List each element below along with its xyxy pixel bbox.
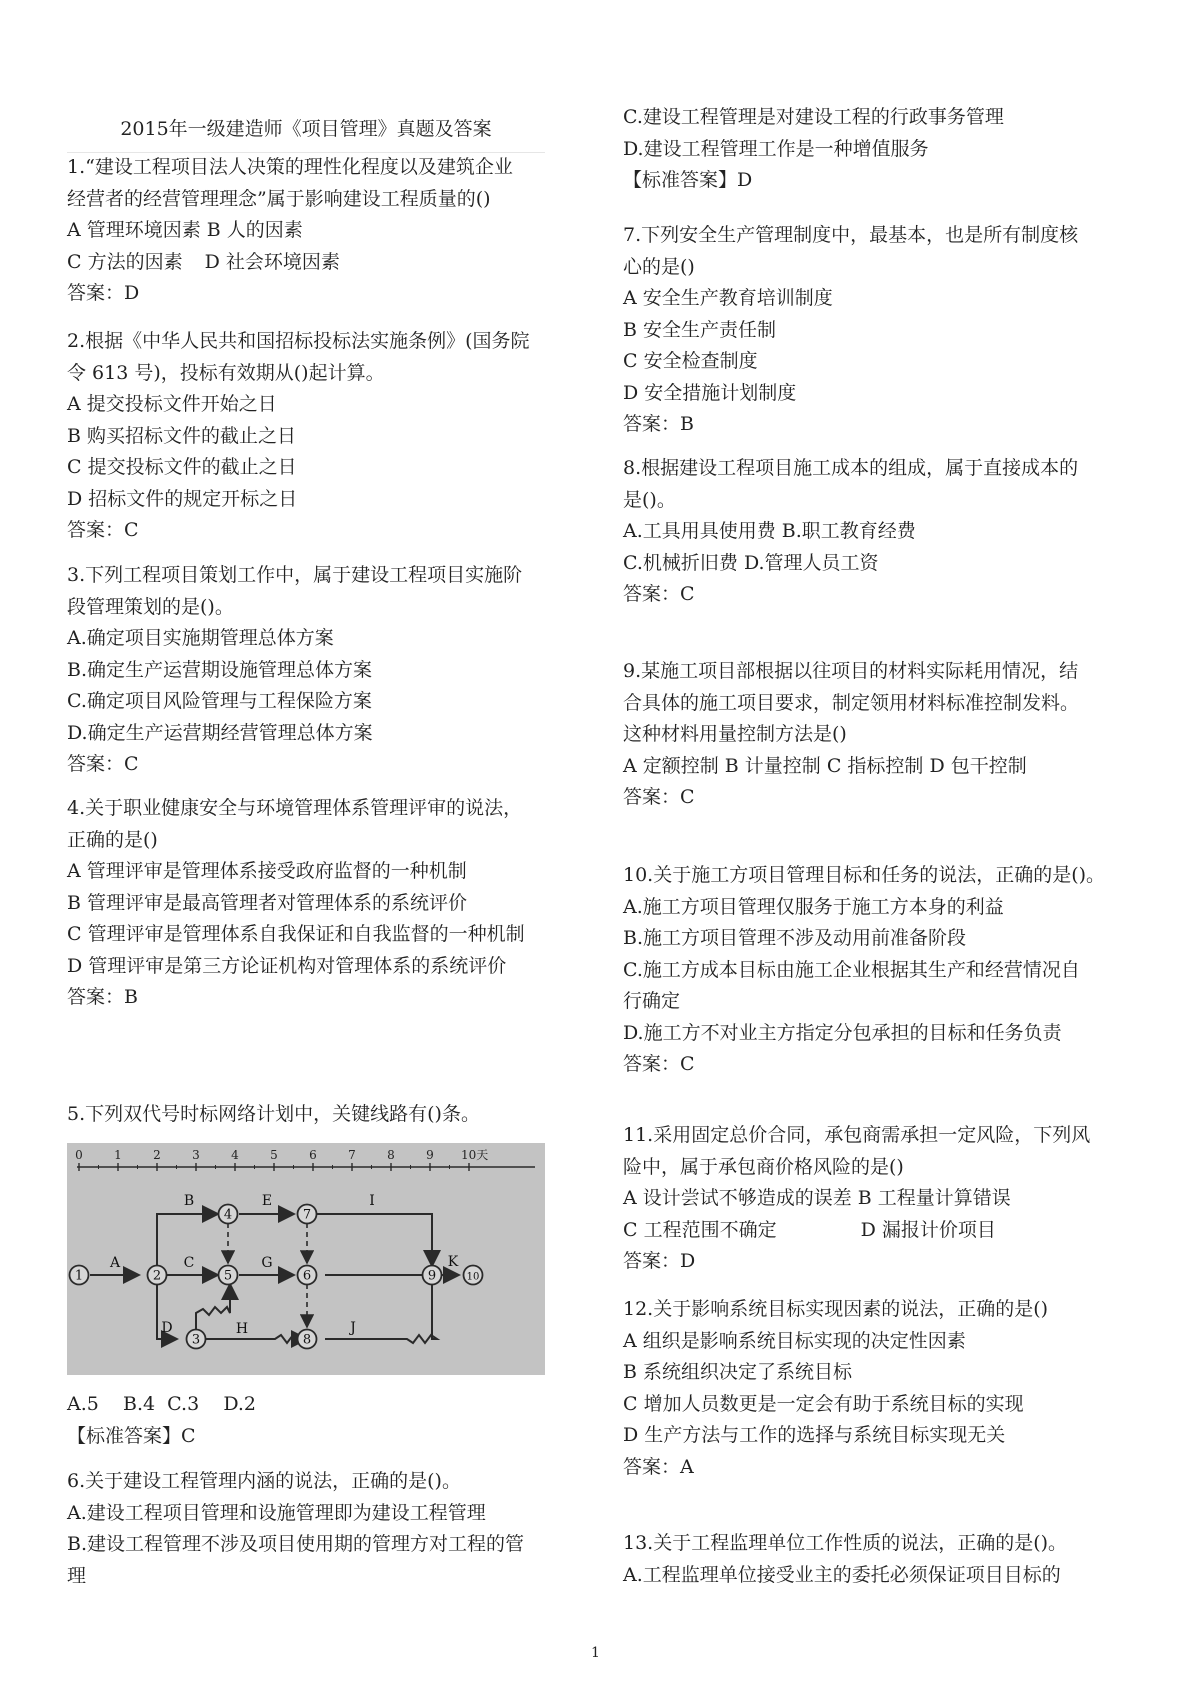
question-6-continued xyxy=(623,102,1004,197)
q7-option-a: A 安全生产教育培训制度 xyxy=(623,287,833,309)
q1-answer: 答案：D xyxy=(67,282,140,304)
q9-answer: 答案：C xyxy=(623,786,695,808)
q1-option-d: D 社会环境因素 xyxy=(204,250,340,273)
q12-option-b: B 系统组织决定了系统目标 xyxy=(623,1361,853,1383)
activity-label: D xyxy=(161,1320,173,1336)
q13-option-a: A.工程监理单位接受业主的委托必须保证项目目标的 xyxy=(623,1563,1061,1586)
q4-answer: 答案：B xyxy=(67,986,138,1008)
q9-stem-line-2: 合具体的施工项目要求，制定领用材料标准控制发料。 xyxy=(623,691,1080,714)
q8-options-cd: C.机械折旧费 D.管理人员工资 xyxy=(623,551,879,574)
time-tick-label: 1 xyxy=(114,1148,122,1162)
q10-option-c-line-2: 行确定 xyxy=(623,990,681,1012)
q3-option-a: A.确定项目实施期管理总体方案 xyxy=(67,627,334,649)
time-tick-label: 9 xyxy=(426,1148,434,1162)
q8-stem-line-2: 是()。 xyxy=(623,488,676,511)
q12-stem: 12.关于影响系统目标实现因素的说法，正确的是() xyxy=(623,1298,1049,1320)
q10-option-c-line-1: C.施工方成本目标由施工企业根据其生产和经营情况自 xyxy=(623,958,1080,981)
q10-stem: 10.关于施工方项目管理目标和任务的说法，正确的是()。 xyxy=(623,864,1106,886)
time-tick-label: 5 xyxy=(270,1148,278,1162)
q6-option-a: A.建设工程项目管理和设施管理即为建设工程管理 xyxy=(67,1501,486,1524)
question-5 xyxy=(67,1099,480,1131)
question-3 xyxy=(67,560,522,781)
q11-answer: 答案：D xyxy=(623,1250,696,1272)
question-5-options xyxy=(67,1389,256,1452)
time-tick-label: 2 xyxy=(153,1148,161,1162)
question-11 xyxy=(623,1120,1090,1278)
activity-label: G xyxy=(261,1255,273,1271)
q5-answer: 【标准答案】C xyxy=(67,1424,196,1447)
node-label: 10 xyxy=(466,1271,480,1283)
q10-option-a: A.施工方项目管理仅服务于施工方本身的利益 xyxy=(623,895,1004,918)
question-13 xyxy=(623,1528,1067,1591)
q9-stem-line-3: 这种材料用量控制方法是() xyxy=(623,723,847,745)
q3-option-c: C.确定项目风险管理与工程保险方案 xyxy=(67,690,372,712)
question-6 xyxy=(67,1466,524,1592)
q3-option-b: B.确定生产运营期设施管理总体方案 xyxy=(67,658,373,681)
q12-answer: 答案：A xyxy=(623,1455,694,1478)
time-tick-label: 0 xyxy=(75,1148,83,1162)
q8-options-ab: A.工具用具使用费 B.职工教育经费 xyxy=(623,520,916,542)
q7-option-c: C 安全检查制度 xyxy=(623,350,758,372)
q5-stem: 5.下列双代号时标网络计划中，关键线路有()条。 xyxy=(67,1103,480,1125)
q12-option-c: C 增加人员数更是一定会有助于系统目标的实现 xyxy=(623,1392,1024,1415)
time-tick-label: 6 xyxy=(309,1148,317,1162)
time-tick-label: 3 xyxy=(192,1148,200,1162)
q10-answer: 答案：C xyxy=(623,1053,695,1075)
q2-stem-line-1: 2.根据《中华人民共和国招标投标法实施条例》(国务院 xyxy=(67,330,530,352)
time-tick-label: 7 xyxy=(348,1148,356,1162)
q10-option-b: B.施工方项目管理不涉及动用前准备阶段 xyxy=(623,927,967,949)
q1-options-cd xyxy=(67,247,513,279)
activity-label: E xyxy=(261,1193,273,1209)
q7-stem-line-1: 7.下列安全生产管理制度中，最基本，也是所有制度核 xyxy=(623,224,1079,246)
q2-option-a: A 提交投标文件开始之日 xyxy=(67,393,277,415)
q4-option-d: D 管理评审是第三方论证机构对管理体系的系统评价 xyxy=(67,954,507,977)
question-4 xyxy=(67,793,525,1014)
question-12 xyxy=(623,1294,1048,1483)
q11-stem-line-2: 险中，属于承包商价格风险的是() xyxy=(623,1155,904,1178)
activity-label: A xyxy=(109,1255,121,1271)
question-1 xyxy=(67,152,513,310)
node-label: 4 xyxy=(223,1207,233,1223)
node-label: 8 xyxy=(302,1332,312,1348)
activity-label: B xyxy=(183,1193,195,1209)
network-diagram xyxy=(67,1143,545,1375)
q5-options: A.5 B.4 C.3 D.2 xyxy=(67,1393,257,1415)
q2-stem-line-2: 令 613 号)，投标有效期从()起计算。 xyxy=(67,361,385,384)
q6-answer: 【标准答案】D xyxy=(623,169,753,191)
activity-label: C xyxy=(183,1255,195,1271)
q4-option-c: C 管理评审是管理体系自我保证和自我监督的一种机制 xyxy=(67,923,525,945)
q11-options-cd xyxy=(623,1215,1090,1247)
q11-option-c: C 工程范围不确定 xyxy=(623,1218,777,1241)
time-tick-label: 10天 xyxy=(461,1148,489,1162)
q3-option-d: D.确定生产运营期经营管理总体方案 xyxy=(67,721,373,744)
q1-stem-line-2: 经营者的经营管理理念”属于影响建设工程质量的() xyxy=(67,187,491,210)
question-7 xyxy=(623,220,1078,441)
node-label: 6 xyxy=(302,1268,312,1284)
q3-answer: 答案：C xyxy=(67,753,139,775)
question-10 xyxy=(623,860,1105,1081)
q10-option-d: D.施工方不对业主方指定分包承担的目标和任务负责 xyxy=(623,1021,1062,1044)
node-label: 1 xyxy=(74,1268,84,1284)
time-tick-label: 4 xyxy=(231,1148,239,1162)
q12-option-a: A 组织是影响系统目标实现的决定性因素 xyxy=(623,1329,966,1352)
q6-option-d: D.建设工程管理工作是一种增值服务 xyxy=(623,137,929,160)
q11-options-ab: A 设计尝试不够造成的误差 B 工程量计算错误 xyxy=(623,1187,1011,1209)
node-label: 9 xyxy=(427,1268,437,1284)
q11-stem-line-1: 11.采用固定总价合同，承包商需承担一定风险，下列风 xyxy=(623,1124,1091,1146)
node-label: 3 xyxy=(191,1332,201,1348)
q2-option-b: B 购买招标文件的截止之日 xyxy=(67,424,297,447)
q8-stem-line-1: 8.根据建设工程项目施工成本的组成，属于直接成本的 xyxy=(623,457,1079,479)
q1-options-ab: A 管理环境因素 B 人的因素 xyxy=(67,219,303,241)
activity-label: K xyxy=(447,1254,459,1270)
activity-label: I xyxy=(369,1193,375,1209)
activity-label: J xyxy=(350,1320,356,1336)
q9-stem-line-1: 9.某施工项目部根据以往项目的材料实际耗用情况，结 xyxy=(623,660,1079,682)
q1-stem-line-1: 1.“建设工程项目法人决策的理性化程度以及建筑企业 xyxy=(67,156,513,178)
q4-option-b: B 管理评审是最高管理者对管理体系的系统评价 xyxy=(67,891,468,914)
page-number: 1 xyxy=(591,1645,600,1661)
q2-option-c: C 提交投标文件的截止之日 xyxy=(67,456,297,478)
q6-option-b-line-2: 理 xyxy=(67,1564,87,1587)
q7-option-d: D 安全措施计划制度 xyxy=(623,381,797,404)
q11-option-d: D 漏报计价项目 xyxy=(860,1218,996,1241)
page-title: 2015年一级建造师《项目管理》真题及答案 xyxy=(120,118,492,140)
q3-stem-line-2: 段管理策划的是()。 xyxy=(67,595,234,618)
q9-options: A 定额控制 B 计量控制 C 指标控制 D 包干控制 xyxy=(623,754,1027,777)
question-8 xyxy=(623,453,1078,611)
node-label: 7 xyxy=(302,1207,312,1223)
network-diagram-svg xyxy=(67,1143,545,1375)
q7-answer: 答案：B xyxy=(623,413,694,435)
q4-stem-line-2: 正确的是() xyxy=(67,828,158,851)
q2-answer: 答案：C xyxy=(67,519,139,541)
q7-stem-line-2: 心的是() xyxy=(623,255,695,278)
q12-option-d: D 生产方法与工作的选择与系统目标实现无关 xyxy=(623,1424,1006,1446)
node-label: 5 xyxy=(223,1268,233,1284)
q6-option-b-line-1: B.建设工程管理不涉及项目使用期的管理方对工程的管 xyxy=(67,1533,525,1555)
question-2 xyxy=(67,326,530,547)
q4-option-a: A 管理评审是管理体系接受政府监督的一种机制 xyxy=(67,860,467,882)
q13-stem: 13.关于工程监理单位工作性质的说法，正确的是()。 xyxy=(623,1532,1068,1554)
q6-stem: 6.关于建设工程管理内涵的说法，正确的是()。 xyxy=(67,1470,461,1492)
q4-stem-line-1: 4.关于职业健康安全与环境管理体系管理评审的说法， xyxy=(67,797,523,819)
question-9 xyxy=(623,656,1079,814)
time-tick-label: 8 xyxy=(387,1148,395,1162)
node-label: 2 xyxy=(152,1268,162,1284)
q7-option-b: B 安全生产责任制 xyxy=(623,318,777,341)
q2-option-d: D 招标文件的规定开标之日 xyxy=(67,487,298,510)
q8-answer: 答案：C xyxy=(623,583,695,605)
q6-option-c: C.建设工程管理是对建设工程的行政事务管理 xyxy=(623,106,1004,128)
q3-stem-line-1: 3.下列工程项目策划工作中，属于建设工程项目实施阶 xyxy=(67,564,523,586)
q1-option-c: C 方法的因素 xyxy=(67,250,183,273)
activity-label: H xyxy=(235,1321,249,1337)
